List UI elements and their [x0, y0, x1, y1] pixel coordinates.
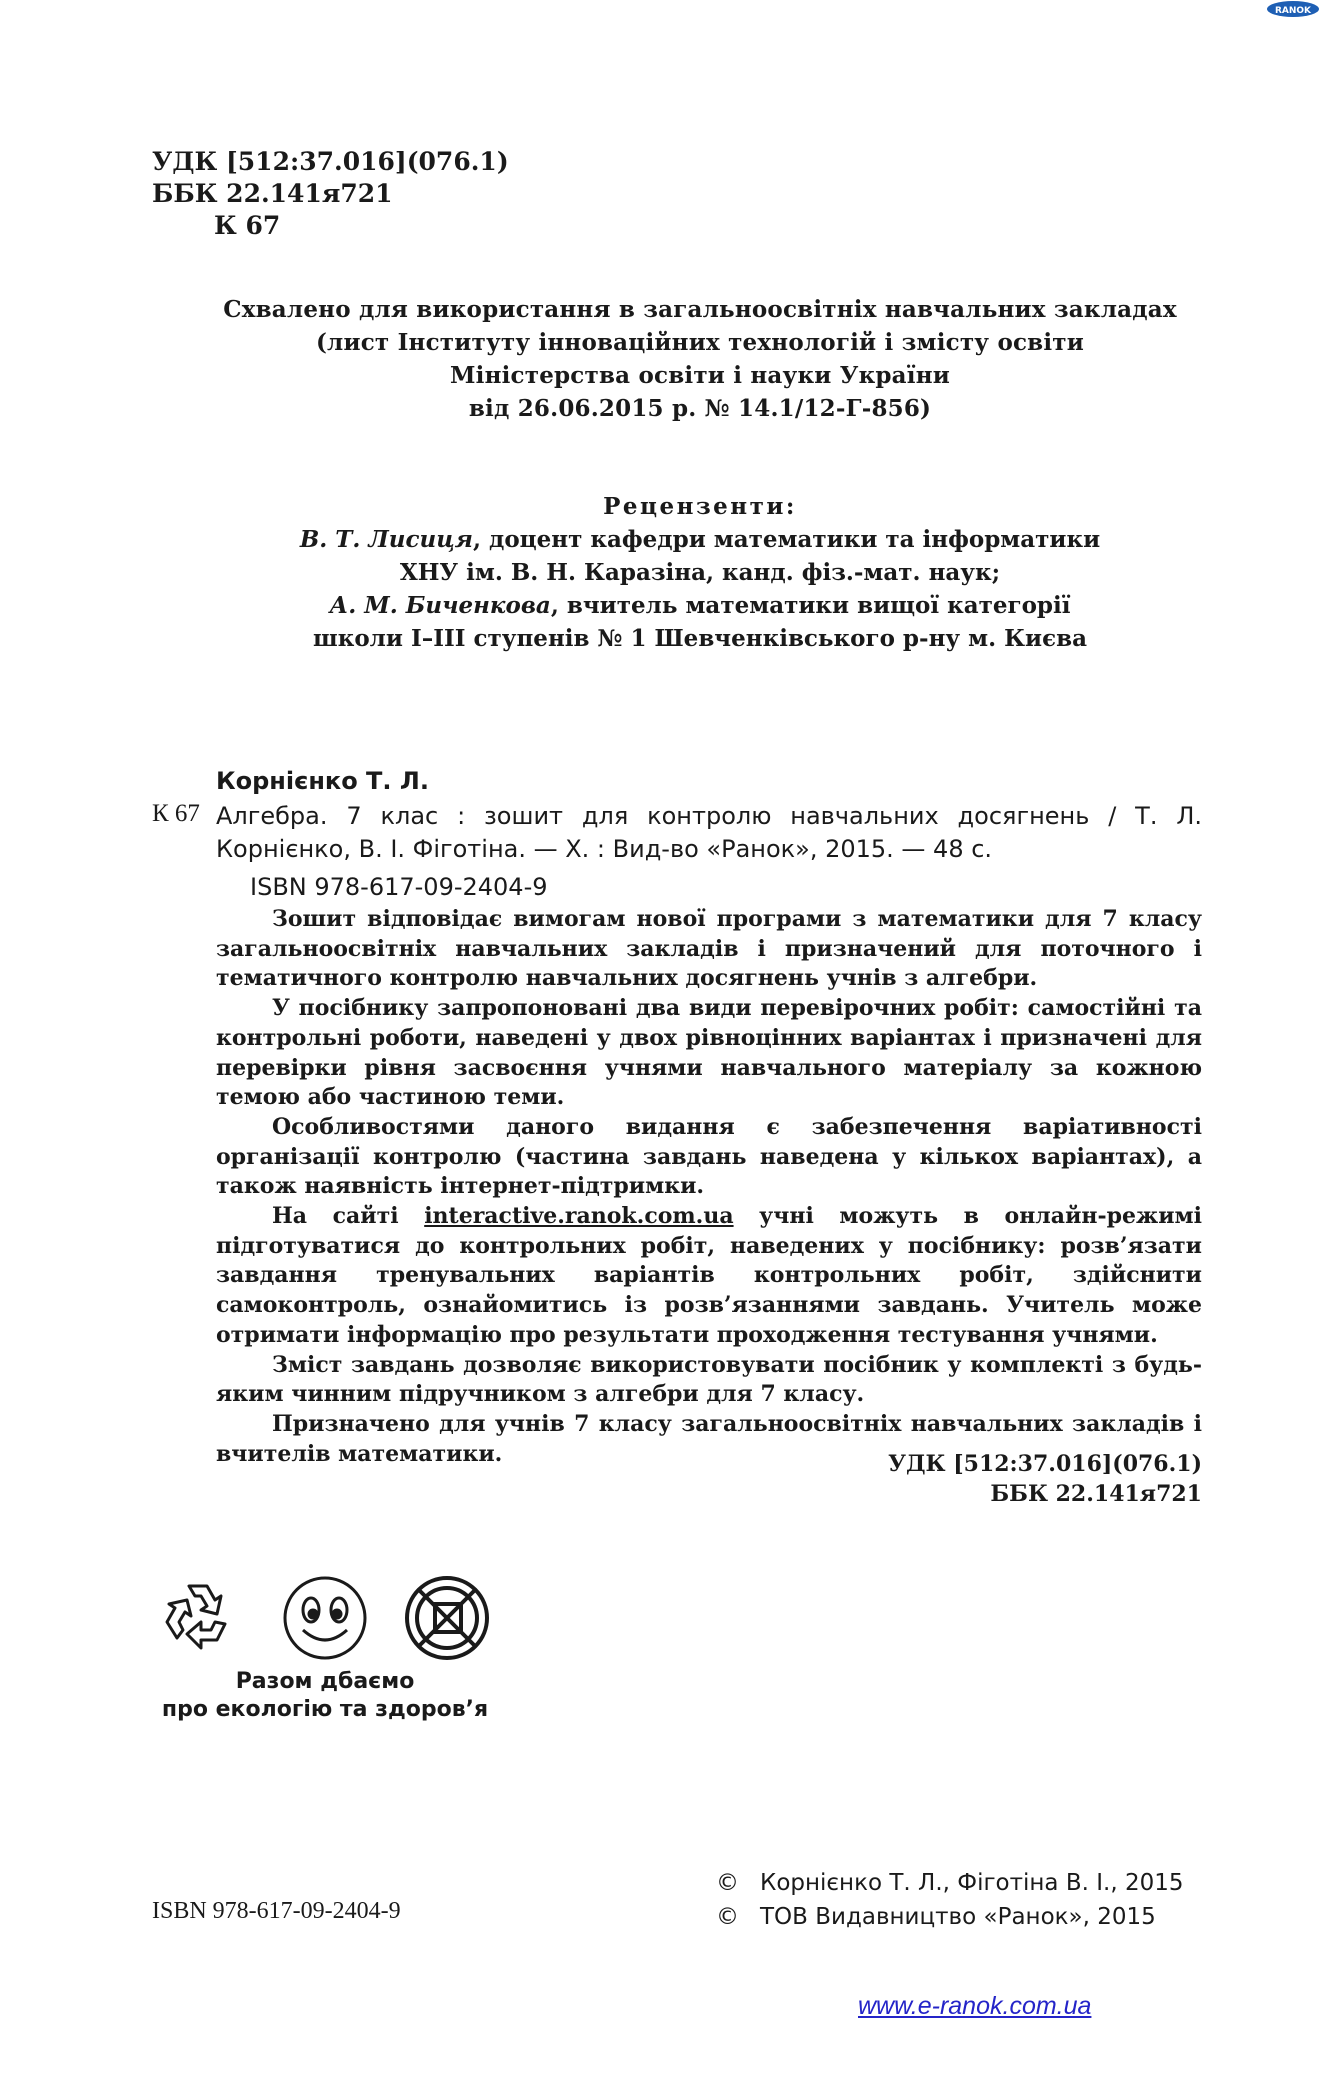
copyright-line-2 — [716, 1900, 1184, 1934]
reviewer-1-name: В. Т. Лисиця — [299, 526, 473, 553]
copyright — [716, 1866, 1184, 1934]
reviewer-2-affiliation: школи І–ІІІ ступенів № 1 Шевченківського р-ну м. Києва — [313, 625, 1087, 652]
udk-right-line-2: ББК 22.141я721 — [990, 1481, 1202, 1507]
abstract-paragraph-3: Особливостями даного видання є забезпечення варіативності організації контролю (частина завдань наведена у кількох варіантах), а також наявність інтернет-підтримки. — [216, 1113, 1202, 1200]
abstract-paragraph-2: У посібнику запропоновані два види перевірочних робіт: самостійні та контрольні роботи, наведені у двох рівноцінних варіантах і призначені для перевірки рівня засвоєння учнями навчального матеріалу за кожною темою або частиною теми. — [216, 995, 1202, 1111]
copyright-symbol-2: © — [716, 1904, 739, 1930]
eco-icons-svg — [155, 1572, 495, 1664]
interactive-site-link[interactable]: interactive.ranok.com.ua — [424, 1203, 734, 1230]
approval-notice — [200, 293, 1200, 425]
abstract-paragraph-5: Зміст завдань дозволяє використовувати посібник у комплекті з будь-яким чинним підручником з алгебри для 7 класу. — [216, 1351, 1202, 1408]
eco-caption-line-1: Разом дбаємо — [235, 1669, 415, 1694]
biblio-author: Корнієнко Т. Л. — [216, 767, 429, 795]
reviewer-2-name: А. М. Биченкова — [329, 592, 551, 619]
no-bleach-icon — [407, 1578, 487, 1658]
site-link[interactable]: www.e-ranok.com.ua — [858, 1992, 1092, 2020]
isbn-bottom: ISBN 978-617-09-2404-9 — [152, 1898, 401, 1924]
reviewer-1-affiliation: ХНУ ім. В. Н. Каразіна, канд. фіз.-мат. наук; — [399, 559, 1001, 586]
reviewer-1 — [200, 523, 1200, 556]
eco-icons — [155, 1572, 495, 1664]
reviewer-1-position: , доцент кафедри математики та інформатики — [472, 526, 1101, 553]
abstract-paragraph-1: Зошит відповідає вимогам нової програми з математики для 7 класу загальноосвітніх навчальних закладів і призначений для поточного і тематичного контролю навчальних досягнень учнів з алгебри. — [216, 906, 1202, 992]
biblio-code: К 67 — [152, 800, 200, 827]
udk-block — [152, 146, 509, 242]
udk-code: УДК [512:37.016](076.1) — [152, 147, 509, 176]
author-mark: К 67 — [214, 211, 281, 240]
reviewer-2-position: , вчитель математики вищої категорії — [550, 592, 1071, 619]
approval-line-3: Міністерства освіти і науки України — [449, 362, 951, 389]
copyright-text-2: ТОВ Видавництво «Ранок», 2015 — [760, 1904, 1156, 1930]
biblio-description: Алгебра. 7 клас : зошит для контролю навчальних досягнень / Т. Л. Корнієнко, В. І. Фіготіна. — Х. : Вид-во «Ранок», 2015. — 48 с. — [216, 802, 1202, 863]
approval-line-1: Схвалено для використання в загальноосвітніх навчальних закладах — [223, 296, 1177, 323]
abstract-p4-post: учні можуть в онлайн-режимі підготуватися до контрольних робіт, наведених у посібнику: розв’язати завдання тренувальних варіантів контрольних робіт, здійснити самоконтроль, ознайомитись із розв’язаннями завдань. Учитель може отримати інформацію про результати проходження тестування учнями. — [216, 1203, 1202, 1348]
copyright-text-1: Корнієнко Т. Л., Фіготіна В. І., 2015 — [760, 1870, 1184, 1896]
smiley-icon — [285, 1578, 365, 1658]
reviewers-heading: Рецензенти: — [603, 493, 797, 520]
publisher-logo-text: RANOK — [1274, 6, 1312, 16]
eco-caption — [155, 1668, 495, 1724]
eco-block — [155, 1572, 495, 1724]
reviewer-2 — [200, 589, 1200, 622]
approval-line-4: від 26.06.2015 р. № 14.1/12-Г-856) — [468, 395, 932, 422]
abstract — [216, 905, 1202, 1469]
recycle-icon — [167, 1586, 225, 1648]
udk-right-line-1: УДК [512:37.016](076.1) — [888, 1451, 1202, 1477]
reviewers — [200, 490, 1200, 655]
publisher-logo — [1266, 0, 1320, 18]
abstract-p4-pre: На сайті — [272, 1203, 425, 1230]
abstract-paragraph-6: Призначено для учнів 7 класу загальноосвітніх навчальних закладів і вчителів математики. — [216, 1410, 1202, 1467]
eco-caption-line-2: про екологію та здоров’я — [161, 1697, 489, 1722]
bbk-code: ББК 22.141я721 — [152, 179, 393, 208]
abstract-paragraph-4 — [216, 1202, 1202, 1351]
approval-line-2: (лист Інституту інноваційних технологій і змісту освіти — [315, 329, 1085, 356]
biblio-isbn: ISBN 978-617-09-2404-9 — [250, 873, 548, 901]
copyright-line-1 — [716, 1866, 1184, 1900]
udk-right — [888, 1449, 1202, 1509]
publisher-logo-icon — [1266, 0, 1320, 18]
copyright-symbol-1: © — [716, 1870, 739, 1896]
